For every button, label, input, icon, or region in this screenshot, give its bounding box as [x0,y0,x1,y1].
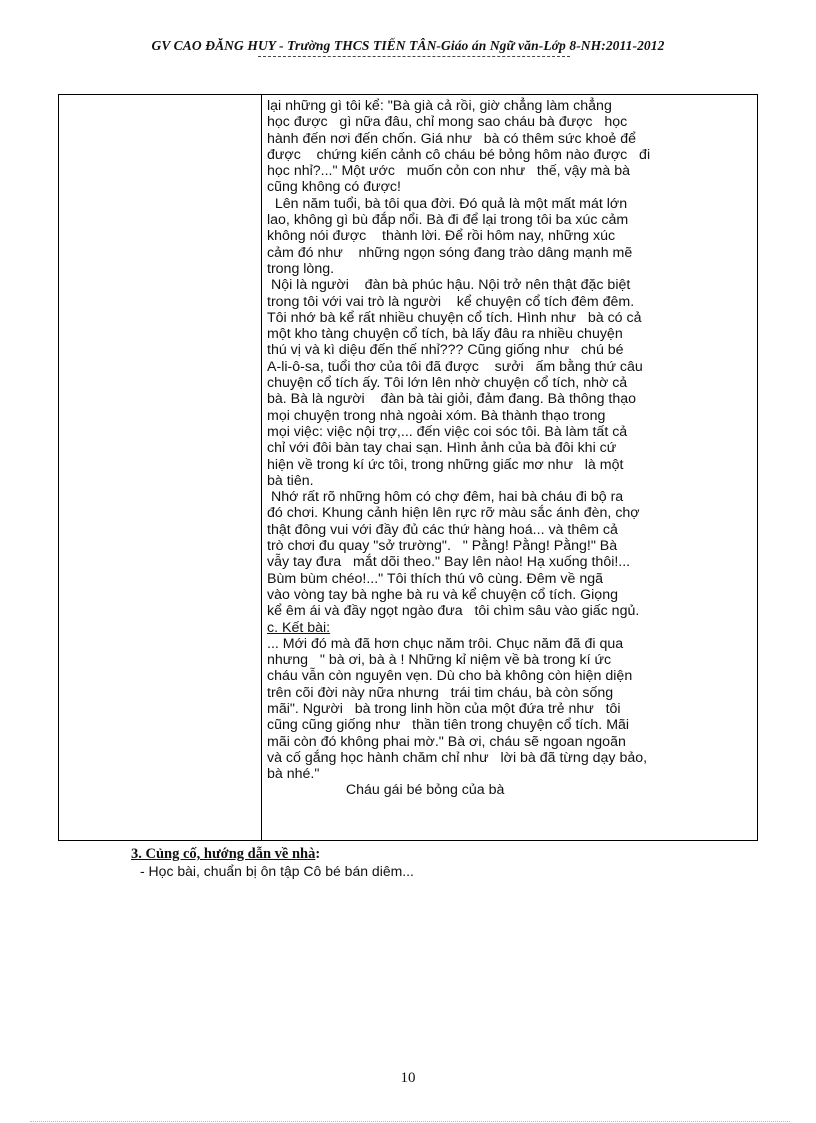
table-column-divider [261,95,262,840]
body-line: mọi chuyện trong nhà ngoài xóm. Bà thành thạo trong [267,407,606,424]
section-heading-label: 3. Củng cố, hướng dẫn về nhà [131,846,316,862]
body-line: trong tôi với vai trò là người kể chuyện cổ tích đêm đêm. [267,293,635,310]
homework-item: - Học bài, chuẩn bị ôn tập Cô bé bán diêm... [140,863,414,879]
body-line: được chứng kiến cảnh cô cháu bé bỏng hôm nào được đi [267,146,651,163]
body-line: bà tiên. [267,472,314,489]
body-line: cũng cũng giống như thần tiên trong chuyện cổ tích. Mãi [267,717,630,734]
body-line: thật đông vui với đầy đủ các thứ hàng hoá... và thêm cả [267,521,618,538]
footer-rule [30,1121,790,1122]
header-rule [258,56,570,57]
content-table [58,94,758,841]
body-line: lại những gì tôi kể: "Bà già cả rồi, giờ chẳng làm chẳng [267,98,612,114]
body-line: cũng không có được! [267,179,401,196]
body-line: Bùm bùm chéo!..." Tôi thích thú vô cùng. Đêm về ngã [267,570,603,587]
body-line: Lên năm tuổi, bà tôi qua đời. Đó quả là một mất mát lớn [267,195,628,212]
body-line: cảm đó như những ngọn sóng đang trào dâng mạnh mẽ [267,244,633,261]
body-line: Cháu gái bé bỏng của bà [267,782,505,799]
body-line: chỉ với đôi bàn tay chai sạn. Hình ảnh của bà đôi khi cứ [267,440,617,457]
body-line: một kho tàng chuyện cổ tích, bà lấy đâu ra nhiều chuyện [267,326,623,343]
body-line: không nói được thành lời. Để rồi hôm nay, những xúc [267,228,616,245]
body-line: ... Mới đó mà đã hơn chục năm trôi. Chục năm đã đi qua [267,635,624,652]
body-line: mãi còn đó không phai mờ." Bà ơi, cháu sẽ ngoan ngoãn [267,733,626,750]
body-line: kể êm ái và đầy ngọt ngào đưa tôi chìm sâu vào giấc ngủ. [267,603,640,620]
body-line: mãi". Người bà trong linh hồn của một đứa trẻ như tôi [267,700,621,717]
body-line: c. Kết bài: [267,619,331,636]
page-number: 10 [400,1070,416,1086]
body-line: cháu vẫn còn nguyên vẹn. Dù cho bà không còn hiện diện [267,668,633,685]
body-line: Tôi nhớ bà kể rất nhiều chuyện cổ tích. Hình như bà có cả [267,309,642,326]
body-line: trò chơi đu quay "sở trường". " Pằng! Pằng! Pằng!" Bà [267,538,618,555]
body-line: bà. Bà là người đàn bà tài giỏi, đảm đang. Bà thông thạo [267,391,637,408]
body-line: trong lòng. [267,260,335,277]
body-line: Nhớ rất rõ những hôm có chợ đêm, hai bà cháu đi bộ ra [267,489,624,506]
body-line: Nội là người đàn bà phúc hậu. Nội trở nên thật đặc biệt [267,277,631,294]
body-line: mọi việc: việc nội trợ,... đến việc coi sóc tôi. Bà làm tất cả [267,423,628,440]
body-line: chuyện cổ tích ấy. Tôi lớn lên nhờ chuyện cổ tích, nhờ cả [267,375,628,392]
page-header: GV CAO ĐĂNG HUY - Trường THCS TIẾN TÂN-Giáo án Ngữ văn-Lớp 8-NH:2011-2012 [151,38,665,53]
body-line: trên cõi đời này nữa nhưng trái tim cháu, bà còn sống [267,684,614,701]
body-line: đó chơi. Khung cảnh hiện lên rực rỡ màu sắc ánh đèn, chợ [267,505,640,522]
body-line: hiện về trong kí ức tôi, trong những giấc mơ như là một [267,456,624,473]
body-line: vẫy tay đưa mắt dõi theo." Bay lên nào! Hạ xuống thôi!... [267,554,631,571]
body-line: nhưng " bà ơi, bà à ! Những kỉ niệm về bà trong kí ức [267,652,612,669]
body-line: lao, không gì bù đắp nổi. Bà đi để lại trong tôi ba xúc cảm [267,212,629,229]
body-line: vào vòng tay bà nghe bà ru và kể chuyện cổ tích. Giọng [267,586,618,603]
table-cell-text [267,98,722,799]
section-heading-colon: : [315,846,321,862]
body-line: thú vị và kì diệu đến thế nhỉ??? Cũng giống như chú bé [267,342,624,359]
body-line: học nhỉ?..." Một ước muốn cỏn con như thế, vậy mà bà [267,163,630,180]
body-line: hành đến nơi đến chốn. Giá như bà có thêm sức khoẻ để [267,130,637,147]
section-heading [131,846,320,863]
body-line: A-li-ô-sa, tuổi thơ của tôi đã được sưởi ấm bằng thứ câu [267,358,643,375]
body-line: bà nhé." [267,766,320,783]
body-line: và cố gắng học hành chăm chỉ như lời bà đã từng dạy bảo, [267,749,648,766]
body-line: học được gì nữa đâu, chỉ mong sao cháu bà được học [267,114,628,131]
